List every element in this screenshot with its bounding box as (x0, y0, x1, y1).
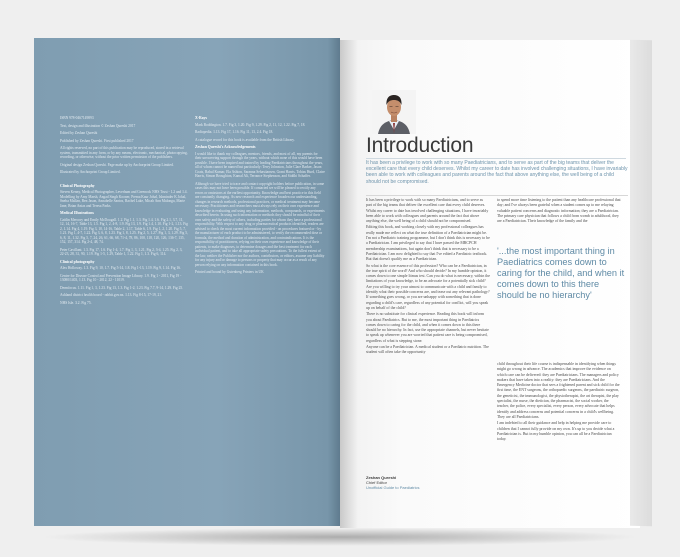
author-role: Chief Editor (366, 480, 387, 485)
credit-section (195, 138, 325, 143)
section-text: Caitlin Mercory and Emily McDougall. 1.2. Fig 1.1, 1.3. Fig 1.4, 1.6. Fig 2.1, 3.7, 11, 12, 14, 16-7, Table 13, 1.5. Fig 1, 2, 4-8, 1.9. Fig 13, 1.9. Fig 1.4, 1.10. Fig 1-2, 1.13. Fig 2, 1.14. Fig 4, 1.19. Fig 3, 10, 14-16, Table 2, 1.17, Table 6, 1.9. Fig 1, 2, 1.20. Fig 5, 7, 1.21. Fig 1, 4-7, 1.22. Fig 3, 6, 8, 1.23. Fig 1, 8, 1.25. Fig 2, 5, 1.27. Fig 1, 3, 1.29. Fig 5, 6, 8, 11, 1.32. Fig 5, 7, 24, 26, 61, 66, 68, 71-4, 78, 86, 100, 118, 120, 126, 136-7, 135, 152, 157, 314. Fig 2-4, 48, 74. (60, 217, 188, 245)
section-text: Centre for Disease Control and Prevention Image Library. 1.9. Fig 1 - 2011, Fig 19 - 13080/1403, 1.13. Fig 10 - 2012, 22 - 11019. (60, 273, 182, 283)
author-portrait (372, 90, 416, 134)
section-text: A catalogue record for this book is available from the British Library. (195, 137, 295, 142)
left-column-2 (195, 116, 325, 278)
disclaimer-section (195, 182, 325, 268)
section-heading: Zeshan Qureshi's Acknowledgements (195, 145, 256, 150)
credit-section (60, 248, 188, 257)
title-divider (366, 158, 626, 159)
section-text: Printed and bound by Gutenberg Printers in UK (195, 270, 264, 275)
copyright-text: Text, design and illustration © Zeshan Qureshi 2017 (60, 123, 136, 128)
credit-section (195, 130, 325, 135)
body-paragraph: I am indebted to all their guidance and help in helping me provide care to children that I cannot fully provide on my own. It's up to you decide what a Paediatrician is. But in my humble opinion, you can all be a Paediatrician today. (497, 421, 615, 442)
body-column-2-bottom (497, 362, 621, 443)
imprint-block (60, 116, 188, 175)
body-paragraph: child throughout their life course is indispensable in identifying when things might go wrong in advance. The academics that improve the evidence on which care can be delivered: they are Paediatricians. The managers and policy makers that have taken into a reality: they are Paediatricians. And the Emergency Medicine doctor that sees a frightened parent and sick child for the first time, the ENT surgeons, the orthopaedic surgeons, the paediatric surgeon, the geneticist, the immunologist, the physiotherapist, the art therapist, the play specialist, the nurse, the dietician, the pharmacist, the social worker, the teacher, the police, every specialist, every person, every advocate that helps identify and address concerns and potential concerns in a child's wellbeing. They are all Paediatricians. (497, 362, 620, 419)
section-heading: Clinical Photography (60, 183, 95, 188)
credit-section (60, 293, 188, 298)
portrait-image (372, 90, 416, 134)
section-text: I would like to thank my colleagues, mentors, friends, and most of all, my parents for their unswerving support through the years, without which none of this would have been possible. I have been inspired and trained by leading Paediatricians throughout the years, all of whom cannot be named but particularly: Terry Johnston, Julie Clare Barker, Jason Coats, Rahul Kumar, Ela Ashton, Saranna Sebastiansen, Grant Harris, Tobias Hurd, Claire Harris, Simon Broughton, Kamal Ali, Terrance Stephenson, and Siddhi Schaffer. (195, 151, 325, 179)
section-text: Mark Boddington. 1.7. Fig 3, 1.20. Fig 9, 1.29. Fig 2, 11, 12, 1.22. Fig 7, 18. (195, 122, 306, 127)
body-column-1 (366, 198, 490, 357)
section-text: Ashland district health board - rabbit.gov.nz. 1.13. Fig 8-15, 17-19, 21. (60, 293, 162, 298)
credit-section (60, 260, 188, 271)
section-text: Although we have tried to trace and contact copyright holders before publication, in some cases this may not have been possible. If contacted we will be pleased to rectify any errors or omissions at the earliest opportunity. Knowledge and best practice in this field are constantly changing. As new research and experience broaden our understanding, changes in research methods, professional practices, or medical treatment may become necessary. Practitioners and researchers must always rely on their own experience and knowledge in evaluating and using any information, methods, compounds, or experiments described herein. In using such information or methods they should be mindful of their own safety and the safety of others, including parties for whom they have a professional responsibility. With respect to any drug or pharmaceutical products identified, readers are advised to check the most current information provided - on procedures featured or - by the manufacturer of each product to be administered, to verify the recommended dose or formula, the method and duration of administration, and contraindications. It is the responsibility of practitioners, relying on their own experience and knowledge of their patients, to make diagnoses, to determine dosages and the best treatment for each individual patient, and to take all appropriate safety precautions. To the fullest extent of the law, neither the Publisher nor the authors, contributors, or editors, assume any liability for any injury and/or damage to persons or property that may occur as a result of any person relying on any information contained in this book. (195, 181, 325, 267)
body-paragraph: to spend more time listening to the patient than any healthcare professional that day; and I've always been grateful when a student comes up to me relaying valuable patient concerns and diagnostic information; they are a Paediatrician. The primary care physician that follows a child from womb to adulthood, they are a Paediatrician. Their knowledge of the family and the (497, 198, 621, 224)
section-heading: Medical Illustrations (60, 211, 94, 216)
book-shadow (40, 528, 640, 546)
section-text: Peter Cavillant. 1.3. Fig 17, 1.6. Fig 1-4, 1.7. Fig 1, 3, 1.21, Fig 2, 3-4, 1.25. Fig 2, 3, 22-23, 28, 31, 90, 1.19. Fig 1-5, 1.29, Table 1, 1.22. Fig 1, 1.3. Fig 6, 114. (60, 247, 183, 257)
section-text: Steven Kenny, Medical Photographer, Leverhum and Greenock NHS Trust - 1.2 and 1.4. Modelling by Amy Marsh, Angad Singh Kooner, Prema Kaur Johal, Ishminder K Johal, Sneha Mallan, Ben Jason, Annabelle Santos, Rachel Lake, Micah Ann Malonga, Marie Jane, Brian Anias and Teresa Parks. (60, 190, 188, 208)
pull-quote: '...the most important thing in Paediatrics comes down to caring for the child, and when it comes down to this there should be no hierarchy' (497, 246, 625, 300)
body-paragraph: Anyone can be a Paediatrician. A medical student or a Paediatric nutrition. The student will often take the opportunity (366, 345, 489, 355)
signature-block (366, 475, 486, 490)
publisher-text: Published by Zeshan Qureshi. First published 2017 (60, 138, 134, 143)
body-paragraph: So what is the core essence of this profession? Who can be a Paediatrician, in the true spirit of the word? And who should decide? In my humble opinion, it comes down to one simple litmus test. Can you do what is necessary, within the limitations of your knowledge, to be an advocate for a potentially sick child? Are you willing to try your utmost to communicate with a child and family to identify what their possible concerns are, and tease out any relevant pathology? If something goes wrong, or you are unhappy with something that is done regarding a child's care, regardless of any potential for conflict, will you speak up on behalf of the child? (366, 263, 491, 310)
rights-text: All rights reserved, no part of this publication may be reproduced, stored in a retrieval system, transmitted in any form, or by any means, electronic, mechanical, photocopying, recording, or otherwise, without the prior written permission of the publishers. (60, 146, 188, 159)
illustration-credit-text: Illustrated by Anchorprint Group Limited. (60, 170, 121, 174)
body-column-2-top (497, 198, 621, 225)
credit-section (195, 116, 325, 127)
body-paragraph: It has been a privilege to work with so many Paediatricians, and to serve as part of the big teams that deliver the excellent care that every child deserves. Whilst my career to date has involved challenging situations, I have invariably been able to work with colleagues and parents around the fact that above anything else, the well being of a child should not be compromised. (366, 198, 489, 224)
lead-paragraph: It has been a privilege to work with so many Paediatricians, and to serve as part of the big teams that deliver the excellent care that every child deserves. Whilst my career to date has involved challenging situations, I have invariably been able to work with colleagues and parents around the fact that above anything else, the well being of a child should not be compromised. (366, 160, 628, 185)
body-paragraph: Editing this book, and working closely with my professional colleagues has really made me reflect on what the true definition of a Paediatrician might be. I'm not a Paediatric training programme, but I don't think this is necessary to be a Paediatrician. I am privileged to say that I have passed the MRCPCH membership examinations, but again don't think that is necessary to be a Paediatrician. I am now delighted to say that I've edited a Paediatric textbook. But that doesn't qualify me as a Paediatrician. (366, 225, 490, 262)
section-text: Dermfocus. 1.11. Fig 1, 3, 1.23. Fig 13, 1.3. Fig 1-2, 1.23. Fig 7.7, 9-14, 1.29. Fig 25. (60, 285, 184, 290)
credit-section (60, 274, 188, 283)
section-heading: Clinical photography (60, 259, 95, 264)
credit-section (60, 184, 188, 209)
credit-section (60, 211, 188, 245)
design-text: Original design Zeshan Qureshi. Page make up by Anchorprint Group Limited. (60, 162, 174, 167)
author-name: Zeshan Qureshi (366, 475, 397, 480)
body-divider (366, 195, 628, 196)
body-paragraph: There is no substitute for clinical experience. Reading this book will inform you about Paediatrics. But to me, the most important thing in Paediatrics comes down to caring for the child, and when it comes down to this there should be no hierarchy. In fact, use the appropriate channels, but never hesitate to speak up whenever you are worried that patient care is being compromised, regardless of what is stepping stone. (366, 312, 489, 343)
credit-section (60, 301, 188, 306)
page-curl (630, 40, 652, 527)
section-text: Radiopedia. 1.13. Fig 17, 1.16. Fig 11, 13, 2.4. Fig 18. (195, 130, 274, 135)
acknowledgements-section (195, 145, 325, 179)
left-column-1 (60, 116, 188, 308)
section-heading: X-Rays (195, 116, 208, 120)
section-text: Alex Holloway. 1.3. Fig 9, 10, 1.7. Fig 5-14, 1.8. Fig 1-13, 1.19. Fig 9, 1.14. Fig 16. (60, 266, 181, 271)
book-name: Unofficial Guide to Paediatrics (366, 485, 420, 490)
page-title: Introduction (366, 134, 474, 157)
printer-section (195, 270, 325, 275)
section-text: NHS Isle. 3.2. Fig 75. (60, 300, 92, 305)
editor-text: Edited by Zeshan Qureshi (60, 131, 98, 135)
isbn-text: ISBN 978-0467149893 (60, 116, 94, 120)
credit-section (60, 286, 188, 291)
